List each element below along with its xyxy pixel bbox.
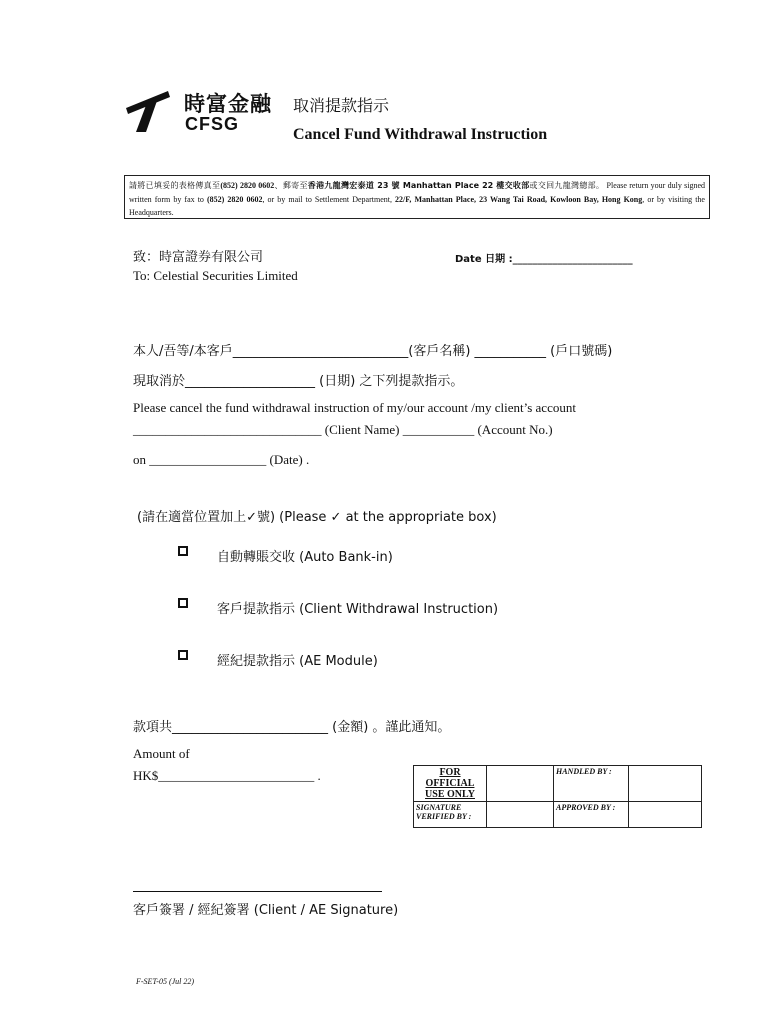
client-withdrawal-label: 客戶提款指示 (Client Withdrawal Instruction) <box>217 602 499 617</box>
return-instructions-notice: 請將已填妥的表格傳真至(852) 2820 0602、郵寄至香港九龍灣宏泰道 23 號 Manhattan Place 22 樓交收部或交回九龍灣總部。 Please return your duly signed written form by fax to (852) 2820 0602, or by mail to Settlement Department, 22/F, Manhattan Place, 23 Wang Tai Road, Kowloon Bay, Hong Kong, or by visiting the Headquarters. <box>124 175 710 219</box>
approved-by-label: APPROVED BY : <box>554 802 629 828</box>
recipient-cn: 致：時富證券有限公司 <box>133 250 264 265</box>
client-withdrawal-checkbox[interactable] <box>178 598 188 608</box>
brand-name-en: CFSG <box>185 114 240 134</box>
client-account-line-en[interactable]: _____________________________ (Client Name) ___________ (Account No.) <box>133 422 553 437</box>
form-code: F-SET-05 (Jul 22) <box>136 977 195 986</box>
official-use-table <box>413 765 702 828</box>
date-field[interactable]: Date 日期 :________________________ <box>455 254 633 265</box>
recipient-en: To: Celestial Securities Limited <box>133 268 298 283</box>
auto-bank-in-checkbox[interactable] <box>178 546 188 556</box>
official-use-blank <box>487 766 554 802</box>
signature-verified-field[interactable] <box>487 802 554 828</box>
date-line-en[interactable]: on __________________ (Date) . <box>133 452 310 467</box>
official-use-header: FOR OFFICIAL USE ONLY <box>414 766 487 802</box>
form-title-en: Cancel Fund Withdrawal Instruction <box>293 126 548 143</box>
client-account-line-cn[interactable]: 本人/吾等/本客戶___________________________(客戶名稱) ___________ (戶口號碼) <box>133 344 613 359</box>
handled-by-field[interactable] <box>629 766 702 802</box>
amount-line-en[interactable]: HK$________________________ . <box>133 768 321 783</box>
form-title-cn: 取消提款指示 <box>293 96 390 115</box>
signature-line[interactable] <box>133 891 382 892</box>
signature-verified-label: SIGNATURE VERIFIED BY : <box>414 802 487 828</box>
ae-module-label: 經紀提款指示 (AE Module) <box>217 654 378 669</box>
approved-by-field[interactable] <box>629 802 702 828</box>
cancel-date-line-cn[interactable]: 現取消於____________________ (日期) 之下列提款指示。 <box>133 374 464 389</box>
cancel-instruction-en: Please cancel the fund withdrawal instruction of my/our account /my client’s account <box>133 400 576 415</box>
signature-label: 客戶簽署 / 經紀簽署 (Client / AE Signature) <box>133 903 399 918</box>
auto-bank-in-label: 自動轉賬交收 (Auto Bank-in) <box>217 550 393 565</box>
amount-line-cn[interactable]: 款項共________________________ (金額) 。謹此通知。 <box>133 720 451 735</box>
ae-module-checkbox[interactable] <box>178 650 188 660</box>
brand-name-cn: 時富金融 <box>184 92 272 116</box>
tick-instruction: (請在適當位置加上✓號) (Please ✓ at the appropriate box) <box>137 510 497 525</box>
amount-label-en: Amount of <box>133 746 190 761</box>
handled-by-label: HANDLED BY : <box>554 766 629 802</box>
cfsg-logo-icon <box>124 86 174 134</box>
